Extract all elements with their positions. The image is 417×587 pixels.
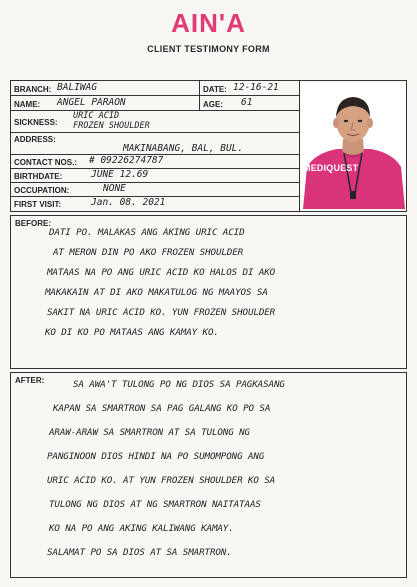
branch-value: BALIWAG: [57, 82, 98, 93]
occupation-label: OCCUPATION:: [14, 186, 70, 195]
sickness-label: SICKNESS:: [14, 118, 58, 127]
after-line-2: KAPAN SA SMARTRON SA PAG GALANG KO PO SA: [53, 403, 271, 414]
photo-divider: [299, 81, 300, 211]
before-line-1: DATI PO. MALAKAS ANG AKING URIC ACID: [49, 227, 245, 238]
age-label: AGE:: [203, 100, 223, 109]
after-line-3: ARAW-ARAW SA SMARTRON AT SA TULONG NG: [49, 427, 250, 438]
name-label: NAME:: [14, 100, 41, 109]
birthdate-label: BIRTHDATE:: [14, 172, 63, 181]
form-title: CLIENT TESTIMONY FORM: [147, 44, 270, 54]
after-line-7: KO NA PO ANG AKING KALIWANG KAMAY.: [49, 523, 234, 534]
client-photo: [301, 83, 406, 209]
before-line-4: MAKAKAIN AT DI AKO MAKATULOG NG MAAYOS SA: [45, 287, 268, 298]
before-section: [10, 215, 407, 369]
before-label: BEFORE:: [15, 219, 51, 228]
before-line-2: AT MERON DIN PO AKO FROZEN SHOULDER: [53, 247, 244, 258]
row-first-visit: [11, 197, 299, 211]
client-portrait-image: [301, 83, 406, 209]
before-line-6: KO DI KO PO MATAAS ANG KAMAY KO.: [45, 327, 219, 338]
sickness-value-2: FROZEN SHOULDER: [73, 121, 150, 131]
after-section: [10, 372, 407, 578]
occupation-value: NONE: [103, 183, 126, 194]
date-label: DATE:: [203, 85, 227, 94]
contact-label: CONTACT NOS.:: [14, 158, 77, 167]
before-line-3: MATAAS NA PO ANG URIC ACID KO HALOS DI AKO: [47, 267, 276, 278]
before-line-5: SAKIT NA URIC ACID KO. YUN FROZEN SHOULDER: [47, 307, 276, 318]
first-visit-value: Jan. 08. 2021: [91, 197, 166, 208]
date-value: 12-16-21: [233, 82, 279, 93]
address-value: MAKINABANG, BAL, BUL.: [123, 143, 244, 154]
after-line-1: SA AWA'T TULONG PO NG DIOS SA PAGKASANG: [73, 379, 285, 390]
brand-logo: AIN'A: [171, 8, 246, 38]
cell-divider: [199, 81, 200, 95]
cell-divider: [199, 96, 200, 110]
sickness-value-1: URIC ACID: [73, 111, 120, 121]
name-value: ANGEL PARAON: [57, 97, 126, 108]
birthdate-value: JUNE 12.69: [91, 169, 149, 180]
row-birthdate: [11, 169, 299, 183]
age-value: 61: [241, 97, 253, 108]
after-label: AFTER:: [15, 376, 45, 385]
row-name-age: [11, 96, 299, 111]
contact-value: # 09226274787: [89, 155, 164, 166]
first-visit-label: FIRST VISIT:: [14, 200, 62, 209]
shirt-text: MEDIQUEST: [303, 163, 359, 173]
client-info-box: [10, 80, 407, 212]
row-branch-date: [11, 81, 299, 96]
after-line-8: SALAMAT PO SA DIOS AT SA SMARTRON.: [47, 547, 232, 558]
address-label: ADDRESS:: [14, 135, 56, 144]
branch-label: BRANCH:: [14, 85, 52, 94]
row-sickness: [11, 111, 299, 133]
after-line-6: TULONG NG DIOS AT NG SMARTRON NAITATAAS: [49, 499, 261, 510]
after-line-4: PANGINOON DIOS HINDI NA PO SUMOMPONG ANG: [47, 451, 265, 462]
row-address: [11, 133, 299, 155]
row-occupation: [11, 183, 299, 197]
after-line-5: URIC ACID KO. AT YUN FROZEN SHOULDER KO SA: [47, 475, 276, 486]
row-contact: [11, 155, 299, 169]
